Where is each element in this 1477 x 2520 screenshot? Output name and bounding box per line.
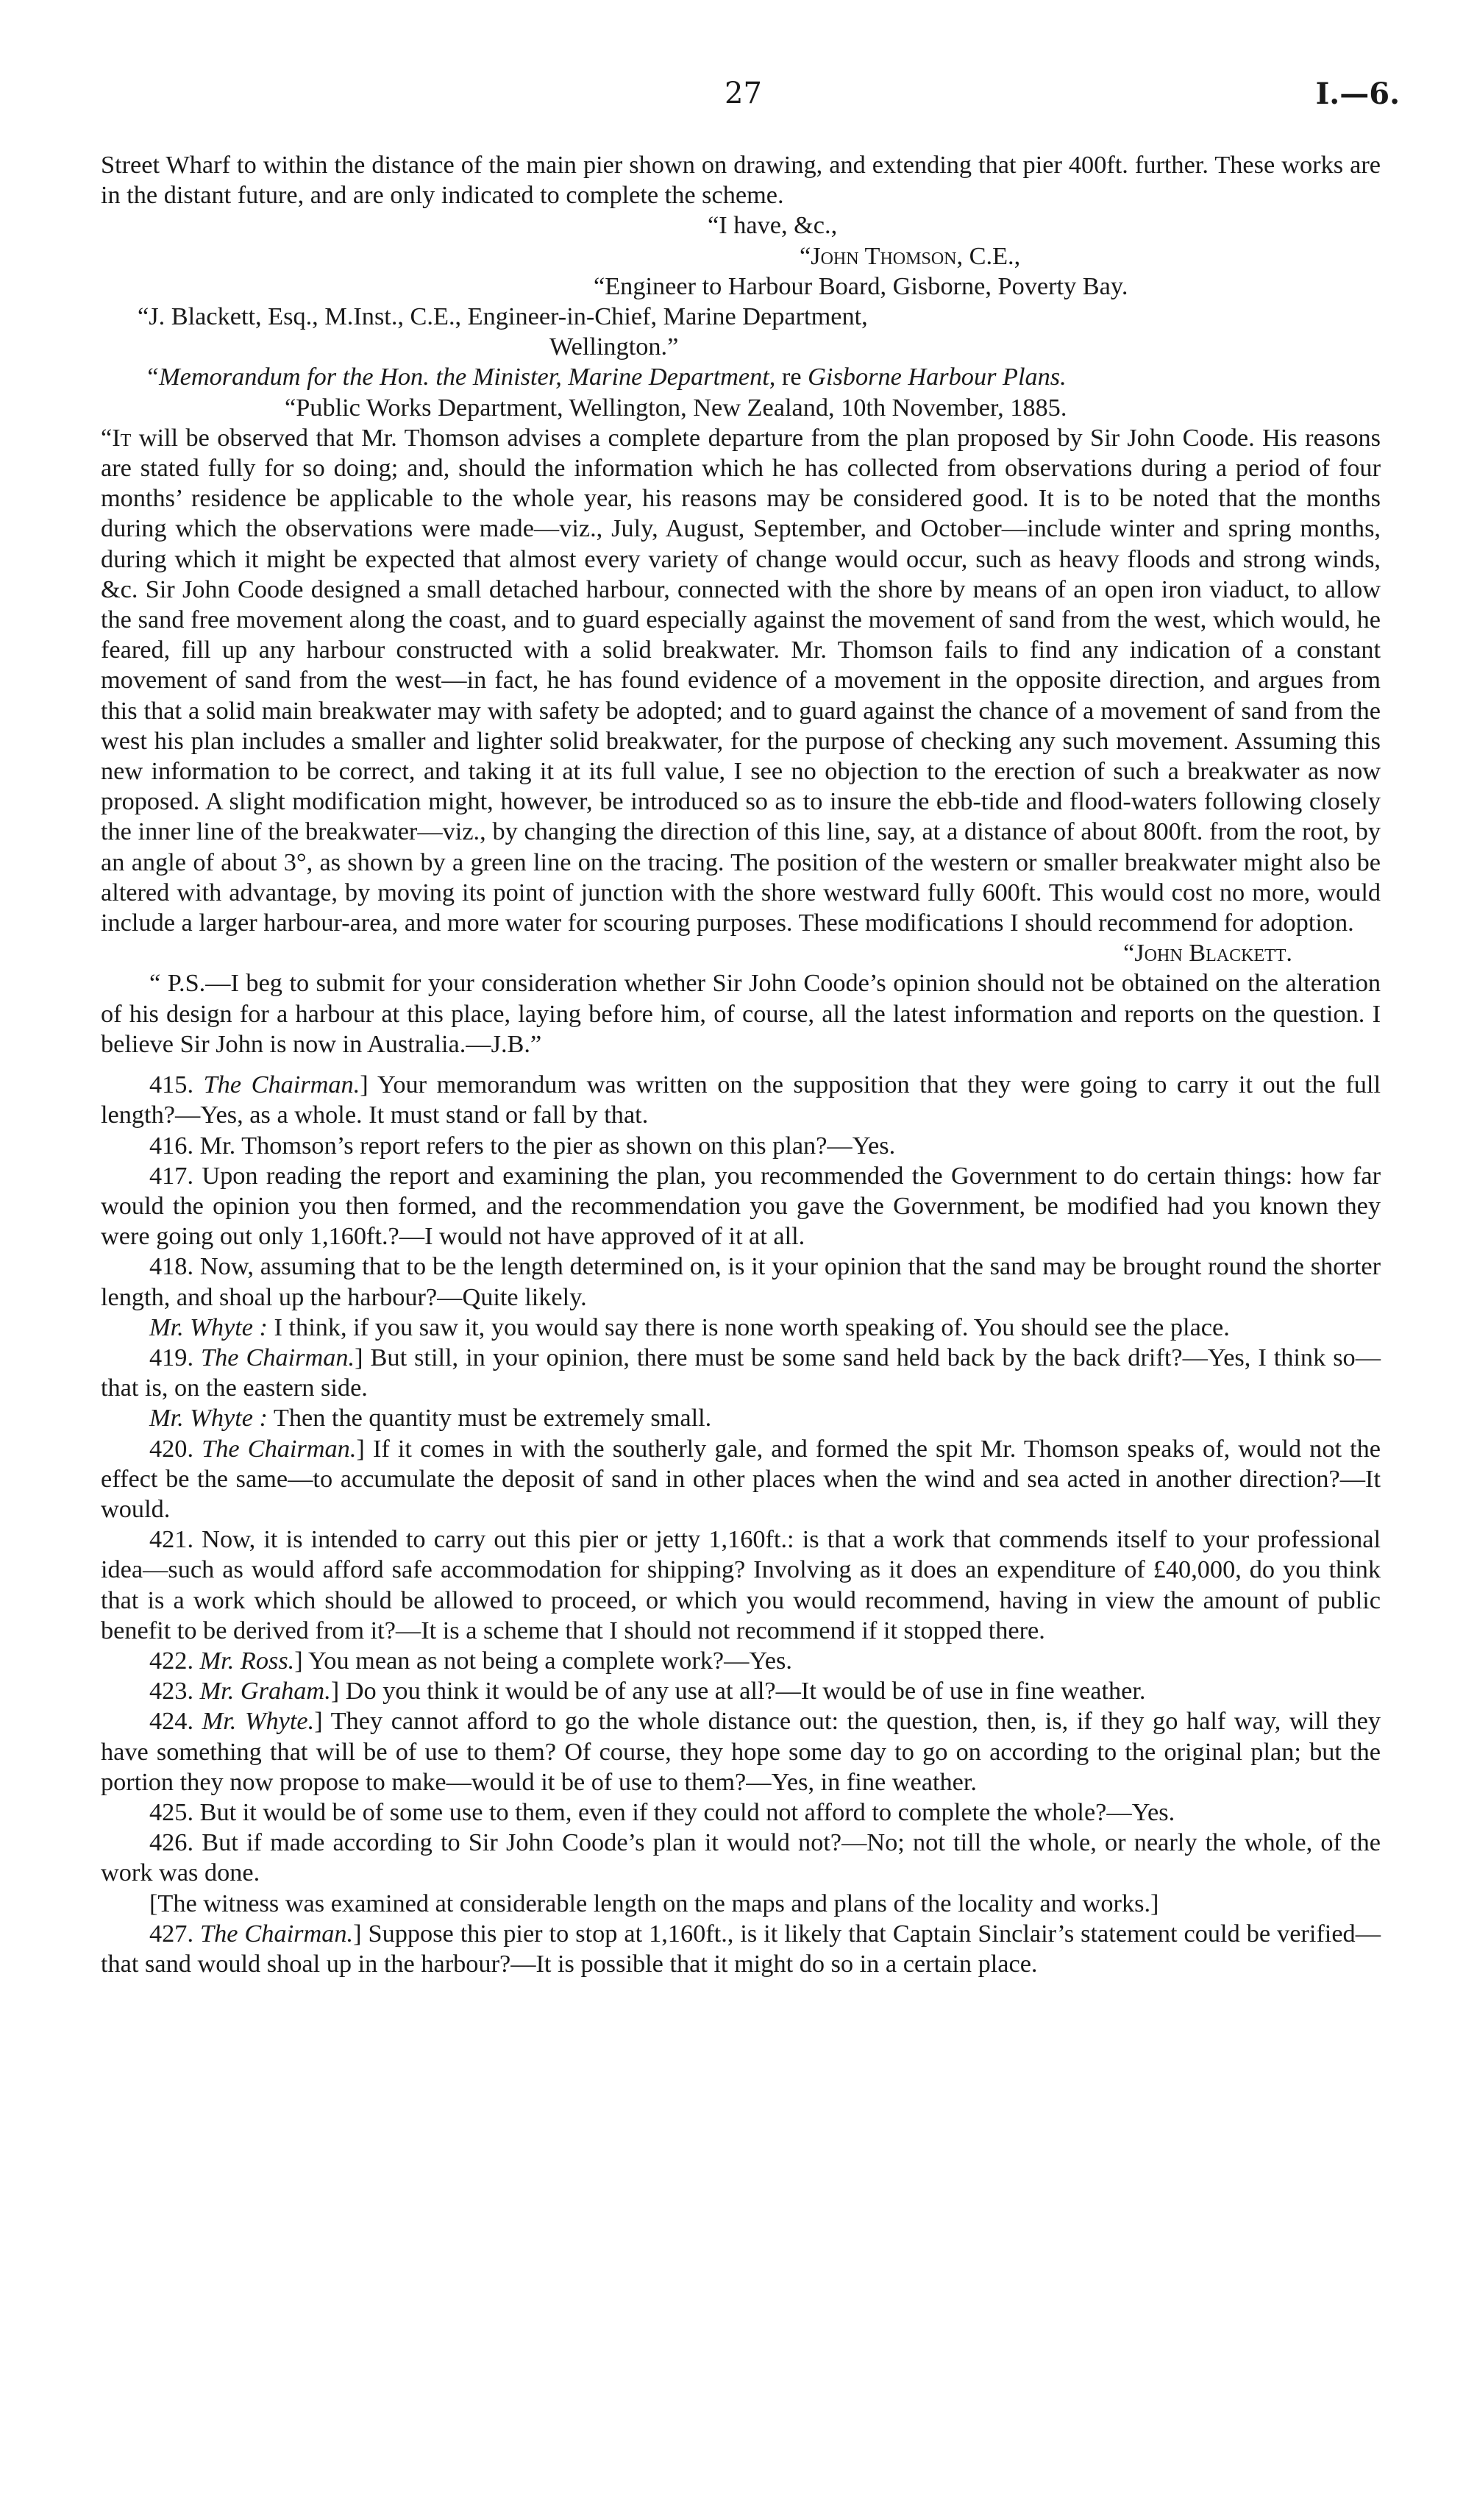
question-number: 420. bbox=[149, 1434, 194, 1463]
question-422 bbox=[101, 1646, 1381, 1676]
question-416: 416. Mr. Thomson’s report refers to the pier as shown on this plan?—Yes. bbox=[149, 1131, 896, 1160]
question-number: 419. bbox=[149, 1343, 194, 1371]
memo-lead: “It bbox=[101, 423, 132, 452]
page-body bbox=[101, 150, 1381, 1979]
memo-title bbox=[101, 362, 1381, 392]
speaker: Mr. Whyte. bbox=[202, 1707, 315, 1736]
speaker: Mr. Whyte : bbox=[149, 1404, 268, 1433]
page-number: 27 bbox=[725, 77, 762, 110]
speaker: Mr. Ross. bbox=[199, 1646, 295, 1675]
memo-postscript: “ P.S.—I beg to submit for your consideration whether Sir John Coode’s opinion should not be obtained on the alteration of his design for a harbour at this place, laying before him, of course, all the latest information and reports on the question. I believe Sir John is now in Australia.—J.B.” bbox=[101, 969, 1381, 1058]
question-number: 424. bbox=[149, 1707, 194, 1736]
question-text: ] If it comes in with the southerly gale, and formed the spit Mr. Thomson speaks of, would not the effect be the same—to accumulate the deposit of sand in other places when the wind and sea acted in another direction?—It would. bbox=[101, 1434, 1381, 1523]
question-text: ] Suppose this pier to stop at 1,160ft., is it likely that Captain Sinclair’s statement could be verified—that sand would shoal up in the harbour?—It is possible that it might do so in a certain place. bbox=[101, 1919, 1381, 1978]
question-number: 415. bbox=[149, 1071, 194, 1099]
remark-text: Then the quantity must be extremely small. bbox=[267, 1404, 712, 1433]
letter-continuation: Street Wharf to within the distance of the main pier shown on drawing, and extending that pier 400ft. further. These works are in the distant future, and are only indicated to complete the scheme. bbox=[101, 151, 1381, 210]
memo-title-re: re bbox=[781, 363, 802, 391]
letter-closing: “I have, &c., bbox=[708, 211, 838, 240]
memo-body-paragraph bbox=[101, 423, 1381, 938]
question-415 bbox=[101, 1070, 1381, 1130]
letter-signature: “John Thomson, C.E., bbox=[800, 241, 1021, 270]
speaker: The Chairman. bbox=[201, 1343, 355, 1371]
question-number: 422. bbox=[149, 1646, 194, 1675]
remark-whyte-2 bbox=[101, 1403, 1381, 1433]
remark-whyte-1 bbox=[101, 1313, 1381, 1343]
document-reference: I.—6. bbox=[1315, 77, 1400, 111]
memo-signature: “John Blackett. bbox=[1123, 939, 1292, 968]
question-424 bbox=[101, 1706, 1381, 1797]
question-418: 418. Now, assuming that to be the length determined on, is it your opinion that the sand may be brought round the shorter length, and shoal up the harbour?—Quite likely. bbox=[101, 1252, 1381, 1311]
question-417: 417. Upon reading the report and examining the plan, you recommended the Government to do certain things: how far would the opinion you then formed, and the recommendation you gave the Government, be modified had you known they were going out only 1,160ft.?—I would not have approved of it at all. bbox=[101, 1161, 1381, 1251]
question-number: 423. bbox=[149, 1677, 194, 1706]
speaker: Mr. Whyte : bbox=[149, 1313, 268, 1341]
speaker: The Chairman. bbox=[202, 1434, 357, 1463]
letter-addressee: “J. Blackett, Esq., M.Inst., C.E., Engineer-in-Chief, Marine Department, bbox=[138, 302, 868, 331]
question-text: ] They cannot afford to go the whole distance out: the question, then, is, if they go half way, will they have something that will be of use to them? Of course, they hope some day to go on according to the original plan; but the portion they now propose to make—would it be of use to them?—Yes, in fine weather. bbox=[101, 1707, 1381, 1796]
letter-signature-title: “Engineer to Harbour Board, Gisborne, Poverty Bay. bbox=[594, 271, 1128, 300]
question-text: ] Do you think it would be of any use at all?—It would be of use in fine weather. bbox=[330, 1677, 1146, 1706]
question-427 bbox=[101, 1919, 1381, 1979]
speaker: The Chairman. bbox=[200, 1919, 354, 1948]
question-421: 421. Now, it is intended to carry out this pier or jetty 1,160ft.: is that a work that commends itself to your professional idea—such as would afford safe accommodation for shipping? Involving as it does an expenditure of £40,000, do you think that is a work which should be allowed to proceed, or which you would recommend, having in view the amount of public benefit to be derived from it?—It is a scheme that I should not recommend if it stopped there. bbox=[101, 1525, 1381, 1644]
question-text: ] Your memorandum was written on the supposition that they were going to carry it out the full length?—Yes, as a whole. It must stand or fall by that. bbox=[101, 1071, 1381, 1129]
speaker: Mr. Graham. bbox=[199, 1677, 331, 1706]
memo-title-b: Gisborne Harbour Plans. bbox=[808, 363, 1067, 391]
question-420 bbox=[101, 1434, 1381, 1525]
question-423 bbox=[101, 1676, 1381, 1706]
question-text: ] But still, in your opinion, there must be some sand held back by the back drift?—Yes, I think so—that is, on the eastern side. bbox=[101, 1343, 1381, 1402]
memo-title-a: “Memorandum for the Hon. the Minister, Marine Department, bbox=[145, 363, 776, 391]
letter-addressee-city: Wellington.” bbox=[549, 333, 679, 361]
witness-note: [The witness was examined at considerable length on the maps and plans of the locality and works.] bbox=[149, 1889, 1159, 1917]
memo-body: will be observed that Mr. Thomson advises a complete departure from the plan proposed by Sir John Coode. His reasons are stated fully for so doing; and, should the information which he has collected from observations during a period of four months’ residence be applicable to the whole year, his reasons may be considered good. It is to be noted that the months during which the observations were made—viz., July, August, September, and October—include winter and spring months, during which it might be expected that almost every variety of change would occur, such as heavy floods and strong winds, &c. Sir John Coode designed a small detached harbour, connected with the shore by means of an open iron viaduct, to allow the sand free movement along the coast, and to guard especially against the movement of sand from the west, which would, he feared, fill up any harbour constructed with a solid breakwater. Mr. Thomson fails to find any indication of a constant movement of sand from the west—in fact, he has found evidence of a movement in the opposite direction, and argues from this that a solid main breakwater may with safety be adopted; and to guard against the chance of a movement of sand from the west his plan includes a smaller and lighter solid breakwater, for the purpose of checking any such movement. Assuming this new information to be correct, and taking it at its full value, I see no objection to the erection of such a breakwater as now proposed. A slight modification might, however, be introduced so as to insure the ebb-tide and flood-waters following closely the inner line of the breakwater—viz., by changing the direction of this line, say, at a distance of about 800ft. from the root, by an angle of about 3°, as shown by a green line on the tracing. The position of the western or smaller breakwater might also be altered with advantage, by moving its point of junction with the shore westward fully 600ft. This would cost no more, would include a larger harbour-area, and more water for scouring purposes. These modifications I should recommend for adoption. bbox=[101, 423, 1381, 937]
question-number: 427. bbox=[149, 1919, 194, 1948]
question-425: 425. But it would be of some use to them, even if they could not afford to complete the whole?—Yes. bbox=[149, 1797, 1175, 1826]
question-419 bbox=[101, 1343, 1381, 1403]
remark-text: I think, if you saw it, you would say there is none worth speaking of. You should see the place. bbox=[267, 1313, 1230, 1341]
question-text: ] You mean as not being a complete work?—Yes. bbox=[294, 1646, 792, 1675]
memo-dateline: “Public Works Department, Wellington, New Zealand, 10th November, 1885. bbox=[285, 393, 1067, 422]
question-426: 426. But if made according to Sir John Coode’s plan it would not?—No; not till the whole, or nearly the whole, of the work was done. bbox=[101, 1828, 1381, 1887]
speaker: The Chairman. bbox=[203, 1071, 360, 1099]
